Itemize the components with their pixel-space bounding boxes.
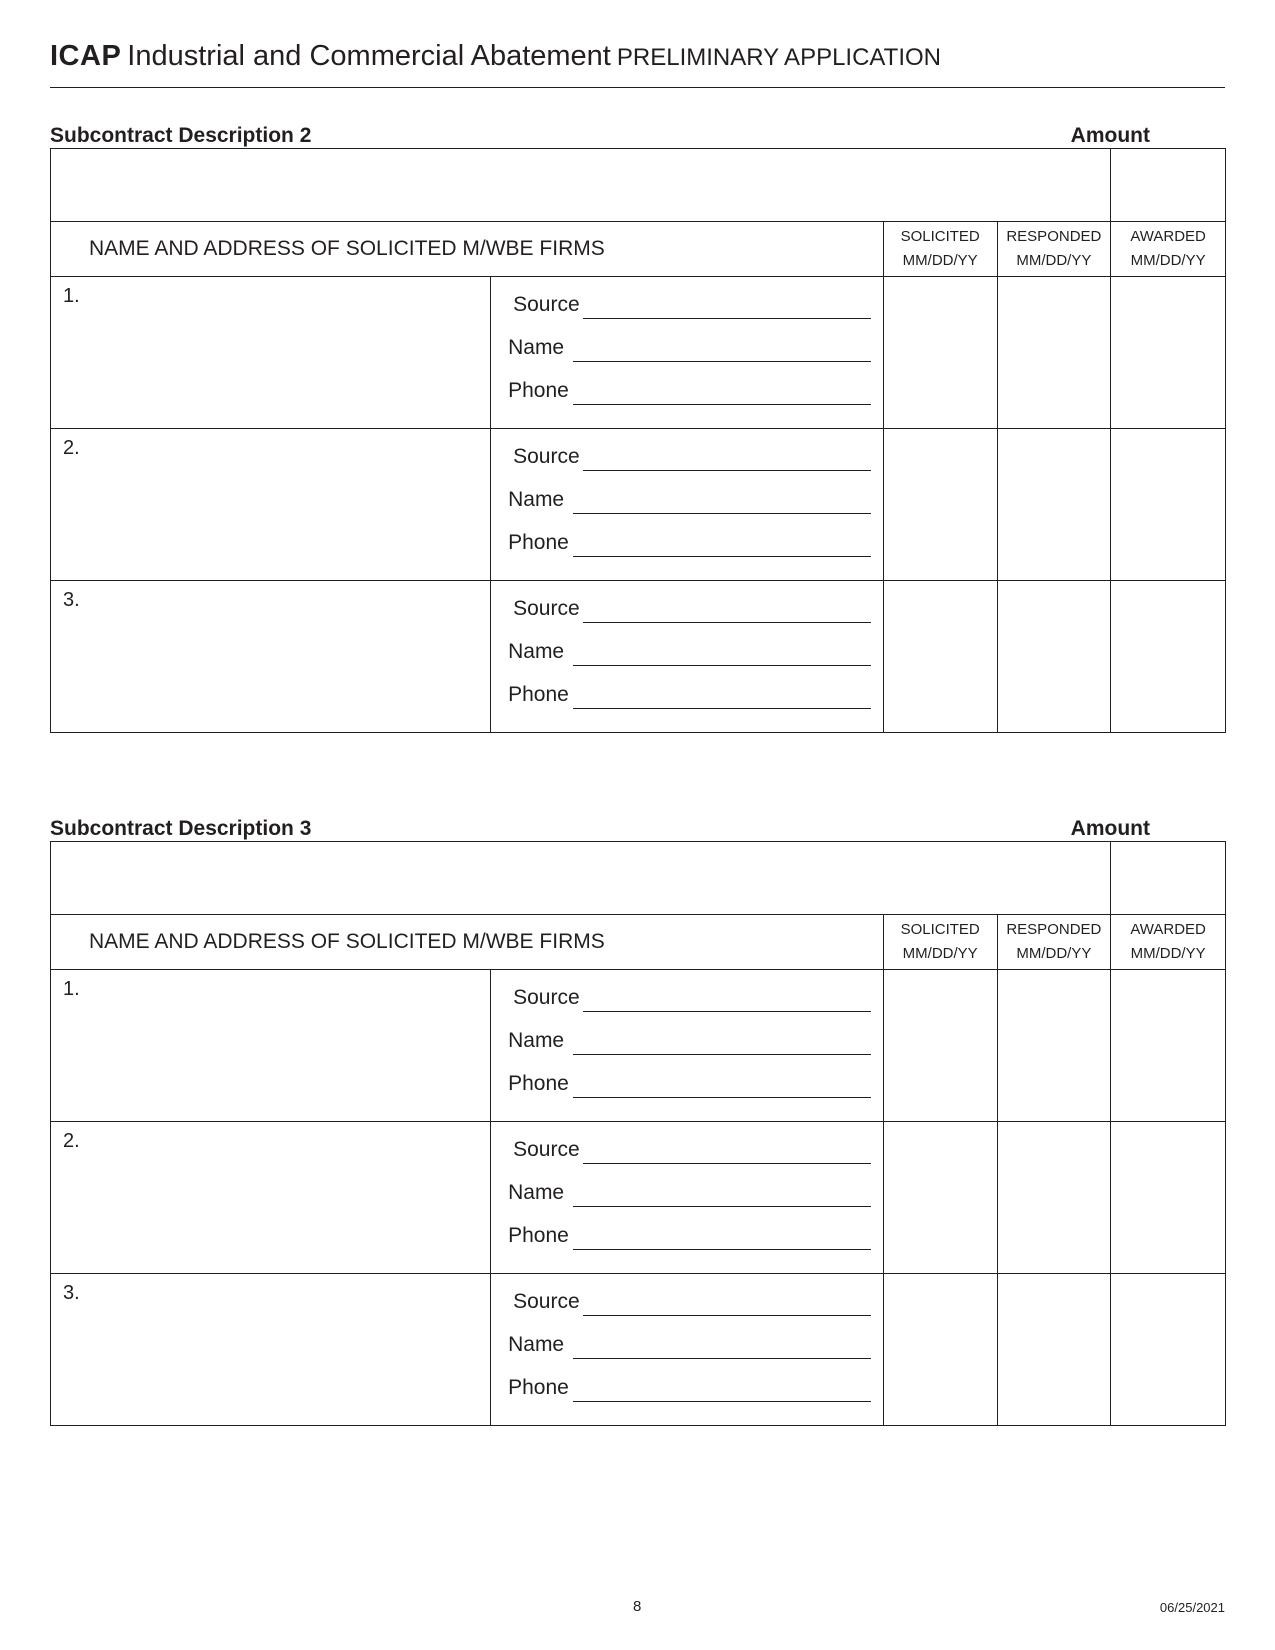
date-header-format: MM/DD/YY [1016, 945, 1092, 962]
responded-date-field[interactable] [997, 1122, 1111, 1274]
solicited-date-field[interactable] [883, 970, 997, 1122]
firm-row [51, 277, 1226, 429]
firm-name-address-field[interactable] [51, 970, 491, 1122]
name-field[interactable] [573, 665, 871, 666]
source-field[interactable] [583, 1163, 871, 1164]
section-title: Subcontract Description 3 [50, 817, 312, 840]
source-field[interactable] [583, 470, 871, 471]
amount-label: Amount [1070, 817, 1150, 840]
subcontract-table [50, 148, 1226, 733]
revision-date: 06/25/2021 [1159, 1600, 1225, 1615]
phone-field[interactable] [573, 404, 871, 405]
row-number: 1. [63, 285, 80, 307]
solicited-column-header [883, 222, 997, 277]
name-label: Name [508, 1181, 565, 1204]
date-header-label: AWARDED [1130, 921, 1206, 938]
awarded-date-field[interactable] [1111, 1122, 1226, 1274]
row-number: 2. [63, 437, 80, 459]
page-header [50, 40, 1225, 73]
brand-abbreviation: ICAP [50, 40, 122, 72]
phone-label: Phone [508, 1224, 569, 1247]
date-header-label: SOLICITED [900, 228, 980, 245]
firm-name-address-field[interactable] [51, 1274, 491, 1426]
description-field[interactable] [51, 842, 1111, 915]
solicited-column-header [883, 915, 997, 970]
amount-field[interactable] [1111, 149, 1226, 222]
solicited-date-field[interactable] [883, 1122, 997, 1274]
phone-label: Phone [508, 683, 569, 706]
name-label: Name [508, 488, 565, 511]
awarded-date-field[interactable] [1111, 970, 1226, 1122]
source-label: Source [513, 445, 580, 468]
phone-field[interactable] [573, 1097, 871, 1098]
name-label: Name [508, 336, 565, 359]
source-field[interactable] [583, 622, 871, 623]
page-number: 8 [633, 1598, 642, 1615]
source-label: Source [513, 293, 580, 316]
awarded-date-field[interactable] [1111, 277, 1226, 429]
phone-label: Phone [508, 1072, 569, 1095]
date-header-label: AWARDED [1130, 228, 1206, 245]
solicited-date-field[interactable] [883, 1274, 997, 1426]
awarded-date-field[interactable] [1111, 1274, 1226, 1426]
solicited-date-field[interactable] [883, 277, 997, 429]
row-number: 1. [63, 978, 80, 1000]
source-field[interactable] [583, 1315, 871, 1316]
name-label: Name [508, 640, 565, 663]
firm-row [51, 970, 1226, 1122]
responded-date-field[interactable] [997, 429, 1111, 581]
firm-contact-cell [491, 1274, 884, 1426]
firm-row [51, 1122, 1226, 1274]
name-field[interactable] [573, 513, 871, 514]
name-field[interactable] [573, 1358, 871, 1359]
phone-label: Phone [508, 531, 569, 554]
firm-row [51, 429, 1226, 581]
firm-contact-cell [491, 970, 884, 1122]
responded-column-header [997, 222, 1111, 277]
name-field[interactable] [573, 1054, 871, 1055]
responded-date-field[interactable] [997, 1274, 1111, 1426]
firm-name-address-field[interactable] [51, 429, 491, 581]
firm-contact-cell [491, 429, 884, 581]
firms-column-header: NAME AND ADDRESS OF SOLICITED M/WBE FIRMS [51, 222, 884, 277]
name-field[interactable] [573, 361, 871, 362]
name-field[interactable] [573, 1206, 871, 1207]
amount-label: Amount [1070, 124, 1150, 147]
subcontract-table [50, 841, 1226, 1426]
phone-field[interactable] [573, 708, 871, 709]
firm-row [51, 581, 1226, 733]
date-header-format: MM/DD/YY [902, 252, 978, 269]
date-header-format: MM/DD/YY [1130, 252, 1206, 269]
header-divider [50, 87, 1225, 88]
source-label: Source [513, 986, 580, 1009]
date-header-label: RESPONDED [1006, 921, 1102, 938]
phone-field[interactable] [573, 556, 871, 557]
phone-field[interactable] [573, 1249, 871, 1250]
firm-name-address-field[interactable] [51, 1122, 491, 1274]
source-label: Source [513, 597, 580, 620]
form-title: Industrial and Commercial Abatement [127, 40, 611, 72]
source-label: Source [513, 1138, 580, 1161]
awarded-column-header [1111, 915, 1226, 970]
firm-name-address-field[interactable] [51, 277, 491, 429]
solicited-date-field[interactable] [883, 581, 997, 733]
date-header-label: RESPONDED [1006, 228, 1102, 245]
amount-field[interactable] [1111, 842, 1226, 915]
phone-field[interactable] [573, 1401, 871, 1402]
awarded-column-header [1111, 222, 1226, 277]
date-header-format: MM/DD/YY [902, 945, 978, 962]
firm-name-address-field[interactable] [51, 581, 491, 733]
responded-column-header [997, 915, 1111, 970]
row-number: 3. [63, 589, 80, 611]
source-field[interactable] [583, 1011, 871, 1012]
phone-label: Phone [508, 1376, 569, 1399]
responded-date-field[interactable] [997, 581, 1111, 733]
solicited-date-field[interactable] [883, 429, 997, 581]
row-number: 2. [63, 1130, 80, 1152]
date-header-label: SOLICITED [900, 921, 980, 938]
section-title: Subcontract Description 2 [50, 124, 312, 147]
source-label: Source [513, 1290, 580, 1313]
firm-contact-cell [491, 277, 884, 429]
row-number: 3. [63, 1282, 80, 1304]
firms-column-header: NAME AND ADDRESS OF SOLICITED M/WBE FIRMS [51, 915, 884, 970]
form-subtitle: PRELIMINARY APPLICATION [616, 44, 941, 71]
awarded-date-field[interactable] [1111, 429, 1226, 581]
firm-contact-cell [491, 581, 884, 733]
responded-date-field[interactable] [997, 277, 1111, 429]
firm-contact-cell [491, 1122, 884, 1274]
description-field[interactable] [51, 149, 1111, 222]
awarded-date-field[interactable] [1111, 581, 1226, 733]
name-label: Name [508, 1333, 565, 1356]
source-field[interactable] [583, 318, 871, 319]
date-header-format: MM/DD/YY [1130, 945, 1206, 962]
responded-date-field[interactable] [997, 970, 1111, 1122]
date-header-format: MM/DD/YY [1016, 252, 1092, 269]
phone-label: Phone [508, 379, 569, 402]
name-label: Name [508, 1029, 565, 1052]
firm-row [51, 1274, 1226, 1426]
